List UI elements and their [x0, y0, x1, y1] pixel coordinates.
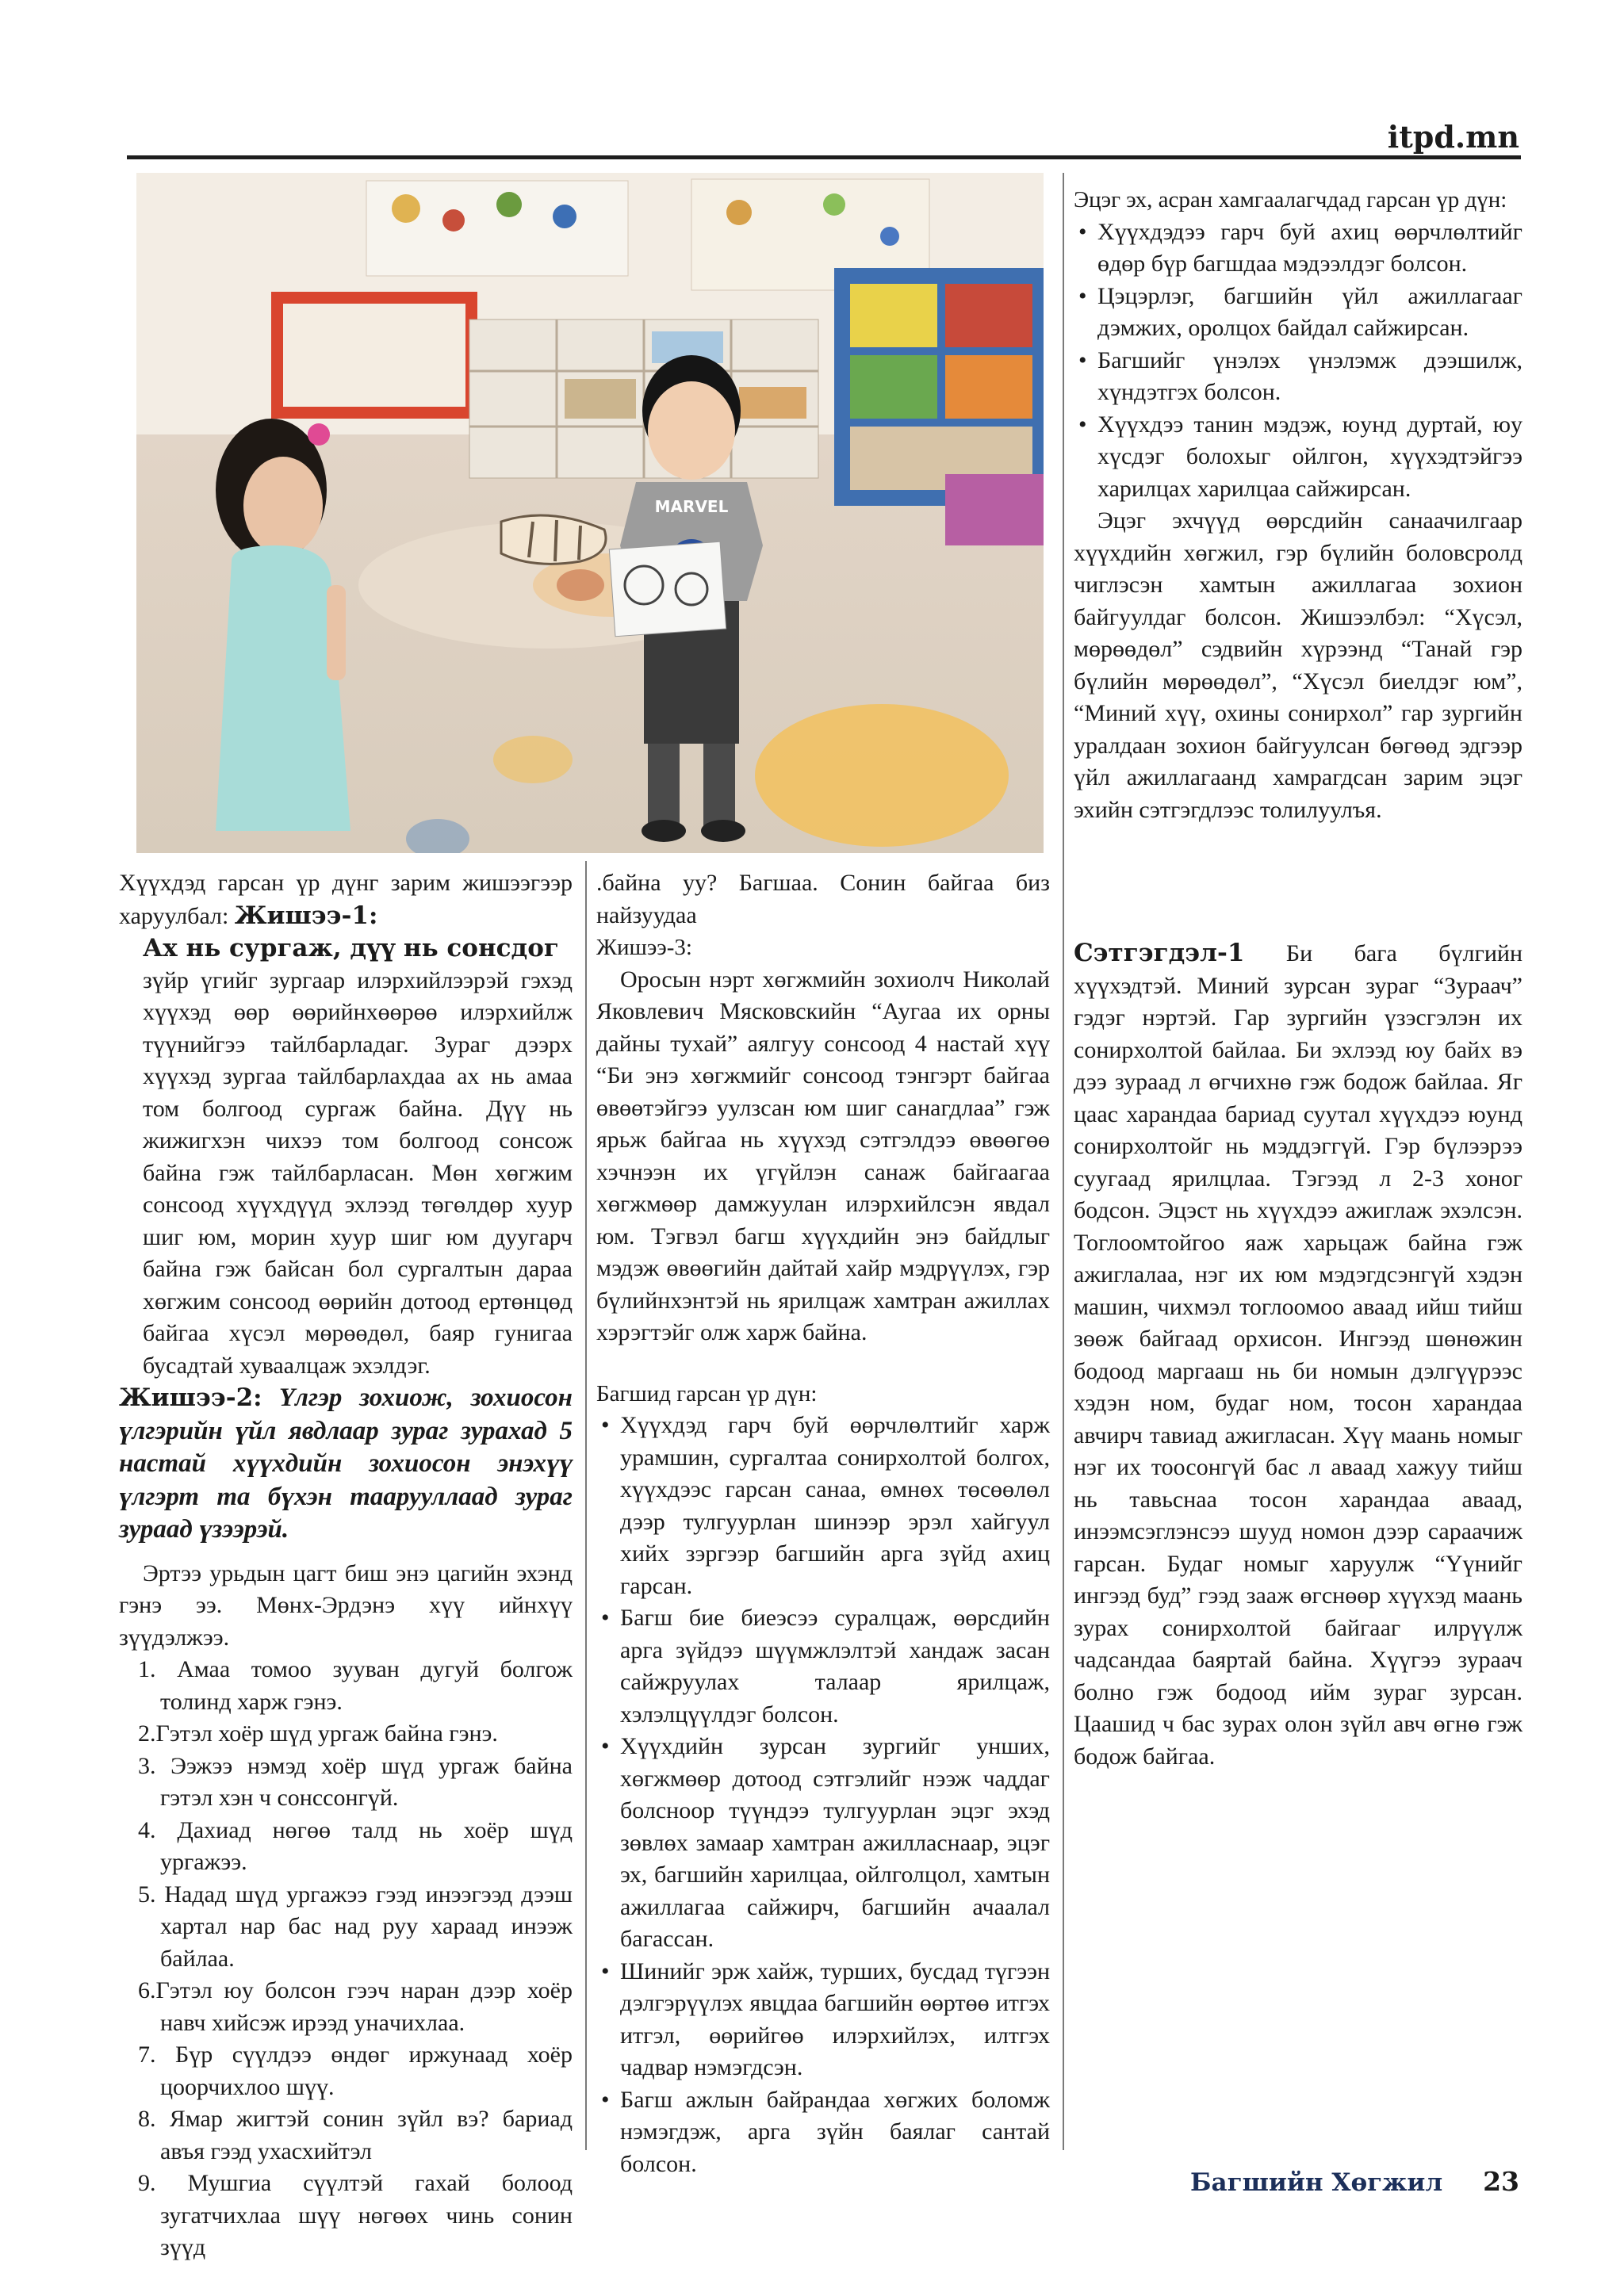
list-item: 8. Ямар жигтэй сонин зүйл вэ? бариад авъя гээд ухасхийтэл: [138, 2106, 573, 2164]
list-item: • Багшийг үнэлэх үнэлэмж дээшилж, хүндэтгэх болсон.: [1074, 345, 1522, 409]
example2-label: Жишээ-2:: [119, 1383, 262, 1412]
example1-body: зүйр үгийг зургаар илэрхийлээрэй гэхэд хүүхэд өөр өөрийнхөөрөө илэрхийлж түүнийгээ тайлбарладаг. Зураг дээрх хүүхэд зургаа тайлбарлахдаа ах нь амаа том болгоод сургаж байна. Дүү нь жижигхэн чихээ том болгоод сонсож байна гэж тайлбарласан. Мөн хөгжим сонсоод хүүхдүүд эхлээд төгөлдөр хуур шиг юм, морин хуур шиг юм дуугарч байна гэж байсан бол сургалтын дараа хөгжим сонсоод өөрийн дотоод ертөнцөд байгаа хүсэл мөрөөдөл, баяр гунигаа бусадтай хуваалцаж эхэлдэг.: [143, 966, 573, 1379]
list-item: 1. Амаа томоо зууван дугуй болгож толинд харж гэнэ.: [138, 1656, 573, 1715]
classroom-illustration: [136, 173, 1044, 853]
list-item: • Багш бие биеэсээ суралцаж, өөрсдийн арга зүйдээ шүүмжлэлтэй хандаж засан сайжруулах талаар ярилцаж, хэлэлцүүлдэг болсон.: [596, 1602, 1050, 1731]
site-url: itpd.mn: [1387, 119, 1519, 155]
column-divider-2: [1063, 173, 1064, 2150]
page-footer: [1190, 2166, 1519, 2197]
list-item: 3. Ээжээ нэмэд хоёр шүд ургаж байна гэтэл хэн ч сонссонгүй.: [138, 1752, 573, 1811]
teacher-results-list: [596, 1410, 1050, 2180]
opinion-label: Сэтгэгдэл-1: [1074, 939, 1245, 967]
opinion-body: Би бага бүлгийн хүүхэдтэй. Миний зурсан зураг “Зураач” гэдэг нэртэй. Гар зургийн үзэсгэлэн их сонирхолтой байлаа. Би эхлээд юу байх вэ дээ зураад л өгчихнө гэж бодож байлаа. Яг цаас харандаа бариад суутал хүүхдээ юунд сонирхолтойг нь мэддэггүй. Гэр бүлээрээ суугаад ярилцлаа. Тэгээд л 2-3 хоног бодсон. Эцэст нь хүүхдээ ажиглаж эхэлсэн. Тоглоомтойгоо яаж харьцаж байна гэж ажиглалаа, нэг их юм мэдэгдсэнгүй хэдэн машин, чихмэл тоглоомоо аваад ийш тийш зөөж байгаад орхисон. Ингээд шөнөжин бодоод маргааш нь би номын дэлгүүрээс хэдэн ном, будаг ном, тосон харандаа авчирч тавиад ажигласан. Хүү маань номыг нэг их тоосонгүй бас л аваад хажуу тийш нь тавьснаа тосон харандаа аваад, инээмсэглэнсээ шууд номон дээр сараачиж гарсан. Будаг номыг харуулж “Үүнийг ингээд буд” гээд зааж өгснөөр хүүхэд маань зурах сонирхолтой байгааг илрүүлж чадсандаа баяртай байна. Хүүгээ зураач болно гэж бодоод ийм зураг зурсан. Цаашид ч бас зурах олон зүйл авч өгнө гэж бодож байгаа.: [1074, 940, 1523, 1770]
parent-results-list: [1074, 216, 1522, 506]
example1-title: Ах нь сургаж, дүү нь сонсдог: [143, 934, 559, 962]
list-item: • Хүүхдээ танин мэдэж, юунд дуртай, юу хүсдэг болохыг ойлгон, хүүхэдтэйгээ харилцах харилцаа сайжирсан.: [1074, 409, 1522, 506]
continued-text: .байна уу? Багшаа. Сонин байгаа биз найзуудаа: [596, 870, 1050, 928]
teacher-results-label: Багшид гарсан үр дүн:: [596, 1380, 818, 1406]
example2-intro: Эртээ урьдын цагт биш энэ цагийн эхэнд гэнэ ээ. Мөнх-Эрдэнэ хүү ийнхүү зүүдэлжээ.: [119, 1559, 573, 1651]
example3-label: Жишээ-3:: [596, 935, 692, 960]
list-item: 9. Мушгиа сүүлтэй гахай болоод зугатчихлаа шүү нөгөөх чинь сонин зүүд: [138, 2170, 573, 2260]
list-item: • Хүүхдийн зурсан зургийг унших, хөгжмөөр дотоод сэтгэлийг нээж чаддаг болсноор түүндээ тулгуурлан эцэг эхэд зөвлөх замаар хамтран ажилласнаар, эцэг эх, багшийн харилцаа, ойлголцол, хамтын ажиллагаа сайжирч, багшийн ачаалал багассан.: [596, 1731, 1050, 1956]
list-item: • Цэцэрлэг, багшийн үйл ажиллагааг дэмжих, оролцох байдал сайжирсан.: [1074, 281, 1522, 345]
example3-body: Оросын нэрт хөгжмийн зохиолч Николай Яковлевич Мясковскийн “Аугаа их орны дайны тухай” аялгуу сонсоод 4 настай хүү “Би энэ хөгжмийг сонсоод тэнгэрт байгаа өвөөтэйгээ уулзсан юм шиг санагдлаа” гэж ярьж байгаа нь хүүхэд сэтгэлдээ өвөөгөө хэчнээн их үгүйлэн санаж байгаагаа хөгжмөөр дамжуулан илэрхийлсэн явдал юм. Тэгвэл багш хүүхдийн энэ байдлыг мэдэж өвөөгийн дайтай хайр мэдрүүлэх, гэр бүлийнхэнтэй нь ярилцаж хамтран ажиллах хэрэгтэйг олж харж байна.: [596, 966, 1050, 1345]
list-item: 2.Гэтэл хоёр шүд ургаж байна гэнэ.: [138, 1720, 498, 1747]
shirt-print: MARVEL: [654, 497, 729, 516]
list-item: • Хүүхдэд гарч буй өөрчлөлтийг харж урамшин, сургалтаа сонирхолтой болгох, хүүхдээс гарсан санаа, өмнөх төсөөлөл дээр тулгуурлан шинээр эрэл хайгуул хийх зэргээр багшийн арга зүйд ахиц гарсан.: [596, 1410, 1050, 1602]
list-item: 7. Бүр сүүлдээ өндөг иржунаад хоёр цоорчихлоо шүү.: [138, 2042, 573, 2100]
page-number: 23: [1483, 2166, 1519, 2197]
parent-paragraph: Эцэг эхчүүд өөрсдийн санаачилгаар хүүхдийн хөгжил, гэр бүлийн боловсролд чиглэсэн хамтын ажиллагаа зохион байгуулдаг болсон. Жишээлбэл: “Хүсэл, мөрөөдөл” сэдвийн хүрээнд “Танай гэр бүлийн мөрөөдөл”, “Хүсэл биелдэг юм”, “Миний хүү, охины сонирхол” гар зургийн уралдаан зохион байгуулсан бөгөөд эдгээр үйл ажиллагаанд хамрагдсан зарим эцэг эхийн сэтгэгдлээс толилуулъя.: [1074, 507, 1522, 823]
header-rule: [127, 155, 1521, 159]
example2-title: Үлгэр зохиож, зохиосон үлгэрийн үйл явдлаар зураг зурахад 5 настай хүүхдийн зохиосон энэхүү үлгэрт та бүхэн таарууллаад зураг зураад үзээрэй.: [119, 1383, 573, 1544]
example2-paragraph: [119, 1382, 573, 1547]
column-right-top: [1074, 184, 1522, 826]
list-item: 4. Дахиад нөгөө талд нь хоёр шүд ургажээ.: [138, 1816, 573, 1875]
column-middle: [596, 867, 1050, 2180]
column-right-bottom: [1074, 937, 1522, 1773]
list-item: • Хүүхдэдээ гарч буй ахиц өөрчлөлтийг өдөр бүр багшдаа мэдээлдэг болсон.: [1074, 216, 1522, 281]
magazine-name: Багшийн Хөгжил: [1190, 2168, 1443, 2197]
classroom-photo: [136, 173, 1044, 853]
example1-label: Жишээ-1:: [234, 901, 378, 930]
column-divider-1: [585, 861, 587, 2150]
parent-results-label: Эцэг эх, асран хамгаалагчдад гарсан үр дүн:: [1074, 187, 1507, 212]
story-list: [119, 1654, 573, 2264]
list-item: • Шинийг эрж хайж, турших, бусдад түгээн дэлгэрүүлэх явцдаа багшийн өөртөө итгэх итгэл, өөрийгөө илэрхийлэх, илтгэх чадвар нэмэгдсэн.: [596, 1956, 1050, 2084]
intro-paragraph: Хүүхдэд гарсан үр дүнг зарим жишээгээр харуулбал: Жишээ-1:: [119, 870, 573, 930]
list-item: • Багш ажлын байрандаа хөгжих боломж нэмэгдэж, арга зүйн баялаг сантай болсон.: [596, 2084, 1050, 2181]
column-left: [119, 867, 573, 2264]
opinion-paragraph: [1074, 937, 1522, 1773]
list-item: 5. Надад шүд ургажээ гээд инээгээд дээш хартал нар бас над руу хараад инээж байлаа.: [138, 1881, 573, 1972]
list-item: 6.Гэтэл юу болсон гээч наран дээр хоёр навч хийсэж ирээд унaчихлаа.: [138, 1977, 573, 2036]
